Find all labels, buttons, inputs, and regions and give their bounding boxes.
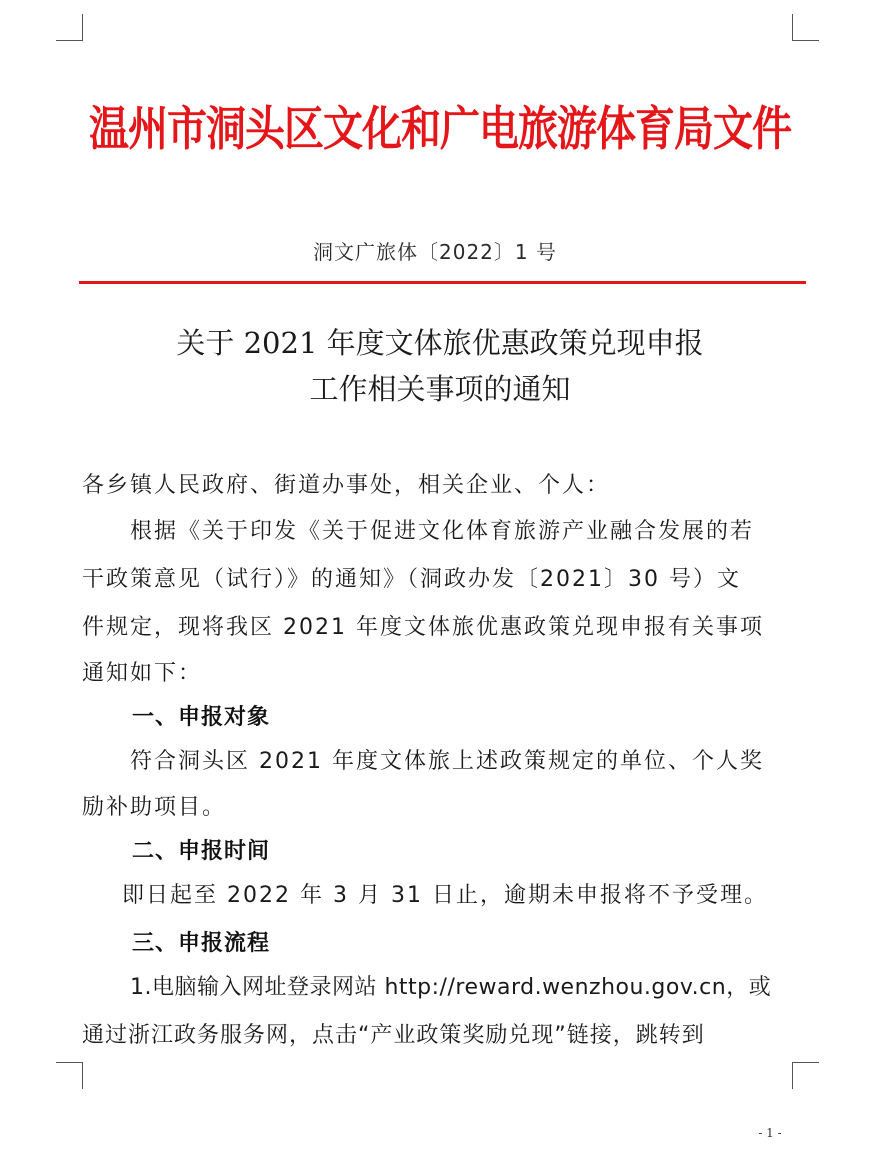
document-title-line-2: 工作相关事项的通知 bbox=[309, 372, 571, 406]
section-line: 通过浙江政务服务网，点击“产业政策奖励兑现”链接，跳转到 bbox=[82, 1023, 705, 1048]
issuing-organization-header: 温州市洞头区文化和广电旅游体育局文件 bbox=[89, 102, 791, 157]
section-line: 符合洞头区 2021 年度文体旅上述政策规定的单位、个人奖 bbox=[130, 749, 764, 774]
intro-line: 根据《关于印发《关于促进文化体育旅游产业融合发展的若 bbox=[130, 519, 755, 544]
section-line: 1.电脑输入网址登录网站 http://reward.wenzhou.gov.cn，或 bbox=[130, 975, 772, 1000]
intro-line: 通知如下： bbox=[82, 661, 203, 686]
intro-line: 件规定，现将我区 2021 年度文体旅优惠政策兑现申报有关事项 bbox=[82, 615, 764, 640]
section-line: 即日起至 2022 年 3 月 31 日止，逾期未申报将不予受理。 bbox=[122, 883, 768, 908]
crop-mark-bottom-left bbox=[56, 1062, 83, 1089]
document-title-line-1: 关于 2021 年度文体旅优惠政策兑现申报 bbox=[176, 326, 704, 360]
salutation: 各乡镇人民政府、街道办事处，相关企业、个人： bbox=[82, 473, 611, 498]
intro-line: 干政策意见（试行）》的通知》（洞政办发〔2021〕30 号）文 bbox=[82, 567, 741, 592]
section-heading-applicants: 一、申报对象 bbox=[132, 705, 271, 730]
section-heading-process: 三、申报流程 bbox=[132, 931, 271, 956]
document-number: 洞文广旅体〔2022〕1 号 bbox=[313, 240, 557, 264]
section-line: 励补助项目。 bbox=[82, 795, 227, 820]
red-separator-rule bbox=[79, 281, 806, 284]
crop-mark-bottom-right bbox=[792, 1062, 819, 1089]
crop-mark-top-left bbox=[56, 14, 83, 41]
section-heading-time: 二、申报时间 bbox=[132, 839, 271, 864]
page-number: - 1 - bbox=[758, 1126, 782, 1140]
document-title bbox=[80, 320, 800, 412]
crop-mark-top-right bbox=[792, 14, 819, 41]
